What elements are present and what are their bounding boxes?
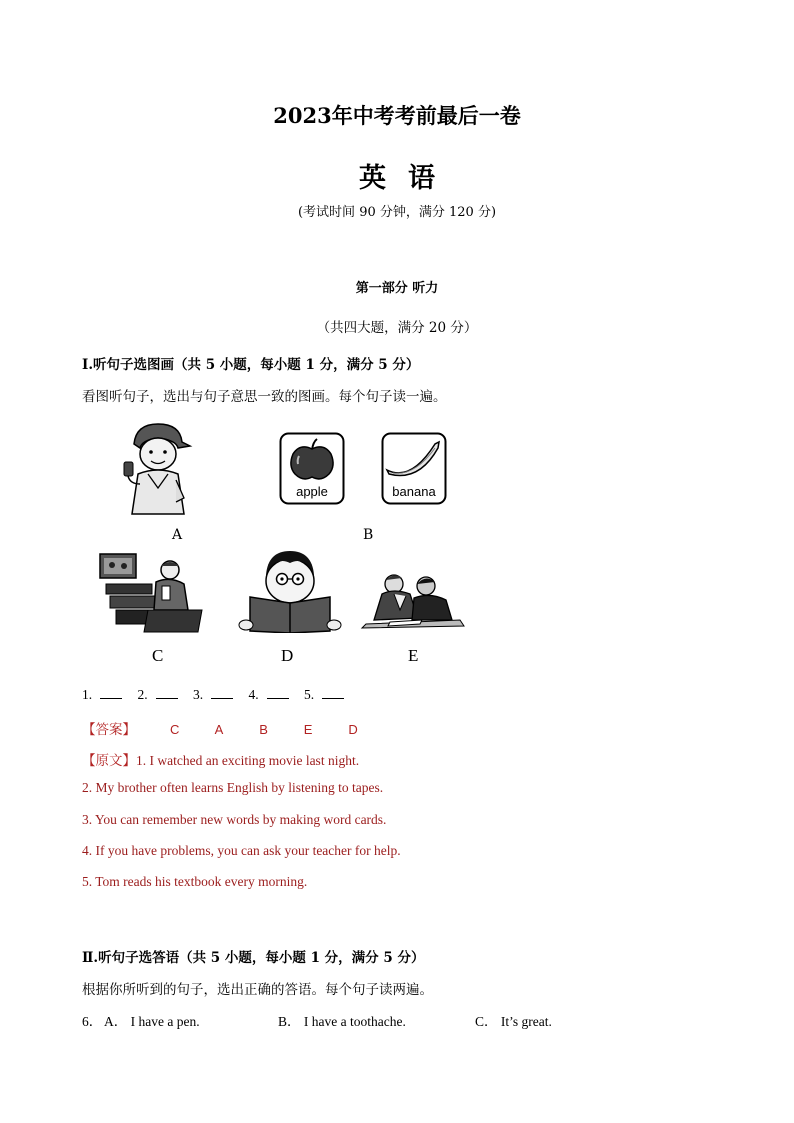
blank-line[interactable] [211, 688, 233, 699]
option-c[interactable]: C． It’s great. [475, 1014, 552, 1029]
exam-title: 2023年中考考前最后一卷 [273, 103, 521, 128]
answer-value: B [259, 722, 268, 737]
option-a[interactable]: A． I have a pen. [104, 1014, 200, 1029]
blank-item[interactable]: 5. [304, 687, 344, 703]
apple-card-label: apple [296, 484, 328, 499]
section2-heading: Ⅱ.听句子选答语（共 5 小题，每小题 1 分，满分 5 分） [82, 950, 425, 966]
answer-value: A [214, 722, 224, 737]
boy-with-phone-picture [118, 418, 196, 516]
blank-line[interactable] [322, 688, 344, 699]
section2-instruction: 根据你所听到的句子，选出正确的答语。每个句子读两遍。 [82, 982, 433, 998]
cinema-picture [98, 550, 206, 634]
boy-reading-picture [238, 547, 342, 633]
blank-line[interactable] [156, 688, 178, 699]
section1-heading: Ⅰ.听句子选图画（共 5 小题，每小题 1 分，满分 5 分） [82, 357, 420, 373]
script-line-5: 5. Tom reads his textbook every morning. [82, 874, 308, 889]
picture-label-e: E [408, 646, 419, 665]
blank-item[interactable]: 3. [193, 687, 233, 703]
answer-value: C [170, 722, 180, 737]
picture-label-a: A [172, 527, 183, 543]
blank-line[interactable] [267, 688, 289, 699]
answer-row [82, 718, 393, 738]
section1-instruction: 看图听句子，选出与句子意思一致的图画。每个句子读一遍。 [82, 389, 447, 405]
answer-value: D [348, 722, 358, 737]
picture-label-d: D [281, 646, 294, 665]
script-tag: 【原文】 [82, 753, 136, 769]
blank-item[interactable]: 2. [138, 687, 178, 703]
blank-line[interactable] [100, 688, 122, 699]
script-line-4: 4. If you have problems, you can ask your teacher for help. [82, 843, 401, 858]
picture-label-c: C [152, 646, 164, 665]
answer-blanks [82, 687, 356, 703]
part-subtitle: （共四大题，满分 20 分） [316, 320, 478, 336]
exam-info: (考试时间 90 分钟，满分 120 分) [297, 205, 497, 220]
script-line-1: 【原文】1. I watched an exciting movie last night. [82, 753, 360, 769]
answer-tag: 【答案】 [82, 722, 136, 738]
teacher-helping-picture [360, 570, 468, 630]
script-line-2: 2. My brother often learns English by listening to tapes. [82, 780, 384, 795]
banana-card-label: banana [392, 484, 436, 499]
part-title: 第一部分 听力 [355, 281, 439, 296]
option-b[interactable]: B． I have a toothache. [278, 1014, 406, 1029]
answer-value: E [303, 722, 313, 737]
blank-item[interactable]: 1. [82, 687, 122, 703]
picture-label-b: B [363, 527, 374, 543]
script-line-3: 3. You can remember new words by making word cards. [82, 812, 387, 827]
question-number: 6． [82, 1014, 103, 1029]
blank-item[interactable]: 4. [249, 687, 289, 703]
subject-title: 英语 [359, 163, 457, 194]
